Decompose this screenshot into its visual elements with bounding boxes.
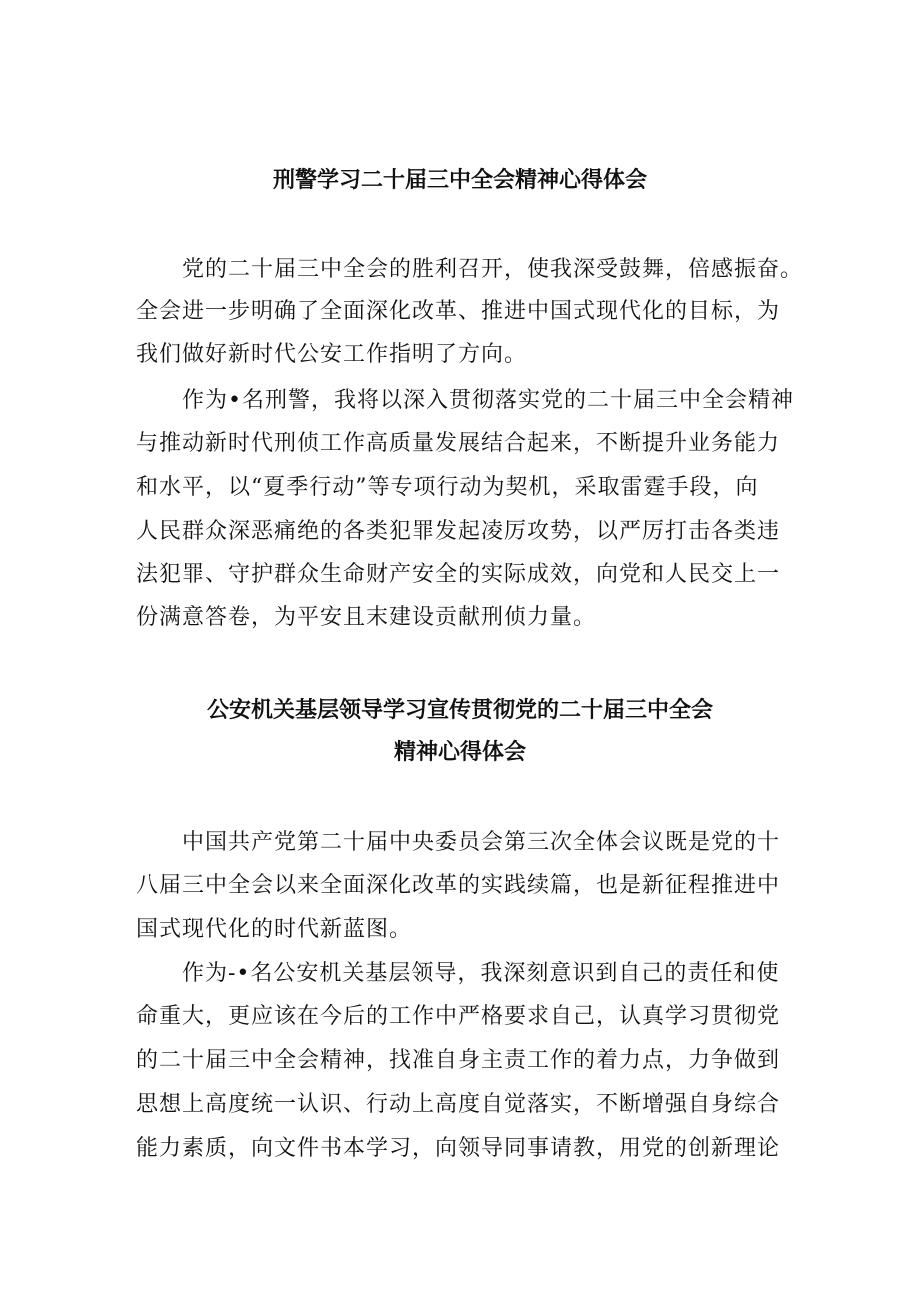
s2-p1-line3: 国式现代化的时代新蓝图。 xyxy=(136,917,413,942)
s1-p2-line1: 作为•名刑警，我将以深入贯彻落实党的二十届三中全会精神 xyxy=(182,388,794,413)
section2-title-line1: 公安机关基层领导学习宣传贯彻党的二十届三中全会 xyxy=(206,698,713,723)
s1-p1-line1: 党的二十届三中全会的胜利召开，使我深受鼓舞，倍感振奋。 xyxy=(182,257,804,282)
s2-p1-line1: 中国共产党第二十届中央委员会第三次全体会议既是党的十 xyxy=(182,830,781,855)
section2-title-line2: 精神心得体会 xyxy=(393,740,526,765)
s1-p1-line3: 我们做好新时代公安工作指明了方向。 xyxy=(136,342,528,367)
s2-p2-line4: 思想上高度统一认识、行动上高度自觉落实，不断增强自身综合 xyxy=(136,1092,781,1117)
s1-p2-line2: 与推动新时代刑侦工作高质量发展结合起来，不断提升业务能力 xyxy=(136,431,781,456)
section1-title: 刑警学习二十届三中全会精神心得体会 xyxy=(272,168,647,193)
s2-p2-line5: 能力素质，向文件书本学习，向领导同事请教，用党的创新理论 xyxy=(136,1136,781,1161)
s1-p2-line3: 和水平，以“夏季行动”等专项行动为契机，采取雷霆手段，向 xyxy=(136,475,759,500)
s2-p2-line3: 的二十届三中全会精神，找准自身主责工作的着力点，力争做到 xyxy=(136,1048,781,1073)
s2-p2-line2: 命重大，更应该在今后的工作中严格要求自己，认真学习贯彻党 xyxy=(136,1004,781,1029)
s2-p1-line2: 八届三中全会以来全面深化改革的实践续篇，也是新征程推进中 xyxy=(136,873,781,898)
s2-p2-line1: 作为-•名公安机关基层领导，我深刻意识到自己的责任和使 xyxy=(182,961,780,986)
s1-p1-line2: 全会进一步明确了全面深化改革、推进中国式现代化的目标，为 xyxy=(136,299,781,324)
s1-p2-line6: 份满意答卷，为平安且末建设贡献刑侦力量。 xyxy=(136,605,597,630)
s1-p2-line4: 人民群众深恶痛绝的各类犯罪发起凌厉攻势，以严厉打击各类违 xyxy=(136,519,781,544)
s1-p2-line5: 法犯罪、守护群众生命财产安全的实际成效，向党和人民交上一 xyxy=(136,562,781,587)
